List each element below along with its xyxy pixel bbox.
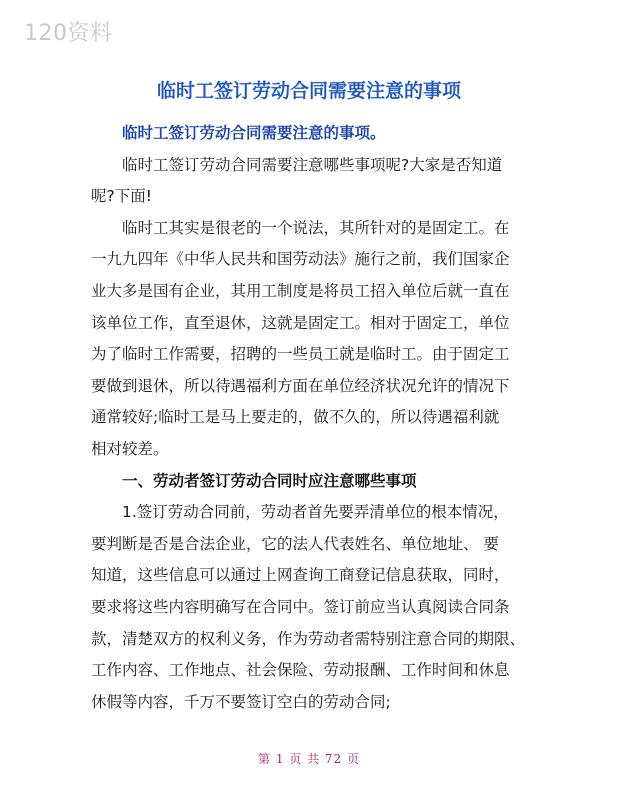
text-line: 休假等内容，千万不要签订空白的劳动合同; xyxy=(91,692,391,711)
text-line: 要判断是否是合法企业，它的法人代表姓名、单位地址、 要 xyxy=(91,534,499,553)
paragraph-item-1 xyxy=(91,497,541,718)
text-line: 工作内容、工作地点、社会保险、劳动报酬、工作时间和休息 xyxy=(91,661,510,680)
text-line: 要求将这些内容明确写在合同中。签订前应当认真阅读合同条 xyxy=(91,597,510,616)
text-line: 为了临时工作需要，招聘的一些员工就是临时工。由于固定工 xyxy=(91,345,510,364)
page-number: 第 1 页 共 72 页 xyxy=(258,752,360,766)
paragraph-intro xyxy=(91,150,541,213)
watermark-logo: 120资料 xyxy=(24,21,113,46)
document-body xyxy=(91,118,541,718)
text-line: 临时工签订劳动合同需要注意哪些事项呢?大家是否知道 xyxy=(122,155,503,174)
text-line: 业大多是国有企业，其用工制度是将员工招入单位后就一直在 xyxy=(91,281,510,300)
text-line: 呢?下面! xyxy=(91,187,152,206)
section-heading: 一、劳动者签订劳动合同时应注意哪些事项 xyxy=(122,471,417,490)
text-line: 款，清楚双方的权利义务，作为劳动者需特别注意合同的期限、 xyxy=(91,629,526,648)
text-line: 相对较差。 xyxy=(91,439,169,458)
text-line: 1.签订劳动合同前，劳动者首先要弄清单位的根本情况， xyxy=(122,503,509,522)
text-line: 知道，这些信息可以通过上网查询工商登记信息获取，同时， xyxy=(91,566,510,585)
document-title: 临时工签订劳动合同需要注意的事项 xyxy=(156,80,461,102)
text-line: 一九九四年《中华人民共和国劳动法》施行之前，我们国家企 xyxy=(91,250,510,269)
text-line: 临时工其实是很老的一个说法，其所针对的是固定工。在 xyxy=(122,218,510,237)
text-line: 该单位工作，直至退休，这就是固定工。相对于固定工，单位 xyxy=(91,313,510,332)
text-line: 要做到退休，所以待遇福利方面在单位经济状况允许的情况下 xyxy=(91,376,510,395)
text-line: 通常较好;临时工是马上要走的，做不久的，所以待遇福利就 xyxy=(91,408,500,427)
document-subtitle: 临时工签订劳动合同需要注意的事项。 xyxy=(122,124,386,142)
paragraph-background xyxy=(91,213,541,466)
